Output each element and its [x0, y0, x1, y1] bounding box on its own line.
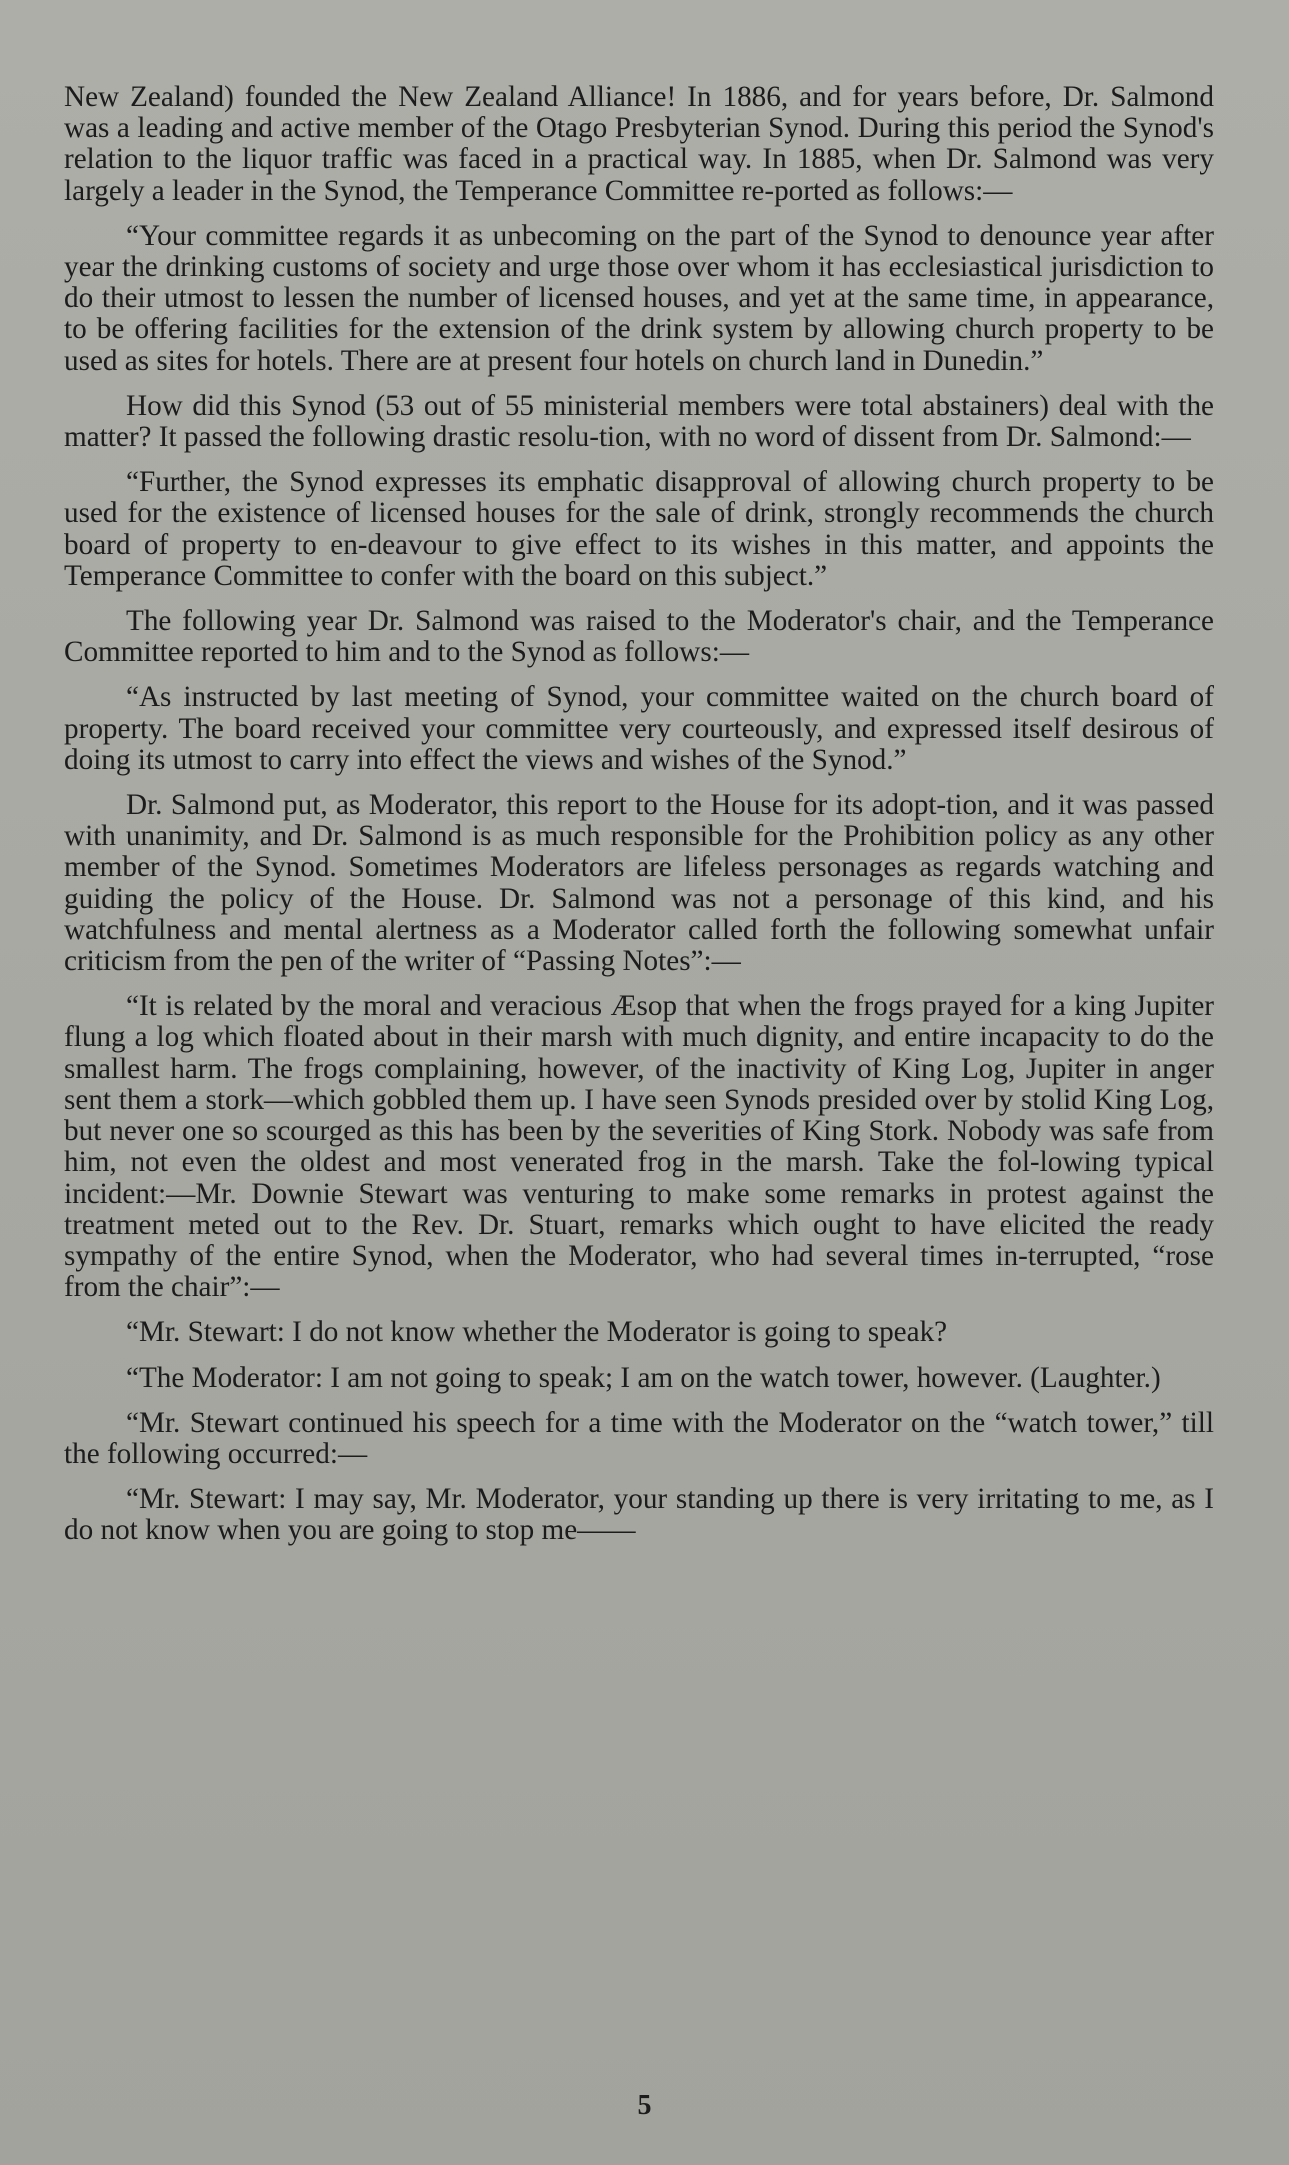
paragraph-5: The following year Dr. Salmond was raised to the Moderator's chair, and the Temperance Committee reported to him and to the Synod as follows:— [64, 605, 1214, 669]
paragraph-4: “Further, the Synod expresses its emphatic disapproval of allowing church property to be used for the existence of licensed houses for the sale of drink, strongly recommends the church board of property to en-deavour to give effect to its wishes in this matter, and appoints the Temperance Committee to confer with the board on this subject.” [64, 466, 1214, 592]
paragraph-8: “It is related by the moral and veracious Æsop that when the frogs prayed for a king Jupiter flung a log which floated about in their marsh with much dignity, and entire incapacity to do the smallest harm. The frogs complaining, however, of the inactivity of King Log, Jupiter in anger sent them a stork—which gobbled them up. I have seen Synods presided over by stolid King Log, but never one so scourged as this has been by the severities of King Stork. Nobody was safe from him, not even the oldest and most venerated frog in the marsh. Take the fol-lowing typical incident:—Mr. Downie Stewart was venturing to make some remarks in protest against the treatment meted out to the Rev. Dr. Stuart, remarks which ought to have elicited the ready sympathy of the entire Synod, when the Moderator, who had several times in-terrupted, “rose from the chair”:— [64, 990, 1214, 1304]
body-text [64, 82, 1214, 1547]
paragraph-9: “Mr. Stewart: I do not know whether the Moderator is going to speak? [126, 1316, 948, 1349]
paragraph-1: New Zealand) founded the New Zealand Alliance! In 1886, and for years before, Dr. Salmond was a leading and active member of the Otago Presbyterian Synod. During this period the Synod's relation to the liquor traffic was faced in a practical way. In 1885, when Dr. Salmond was very largely a leader in the Synod, the Temperance Committee re-ported as follows:— [64, 81, 1214, 207]
paragraph-12: “Mr. Stewart: I may say, Mr. Moderator, your standing up there is very irritating to me, as I do not know when you are going to stop me—— [64, 1483, 1214, 1547]
paragraph-3: How did this Synod (53 out of 55 ministerial members were total abstainers) deal with the matter? It passed the following drastic resolu-tion, with no word of dissent from Dr. Salmond:— [64, 389, 1214, 454]
paragraph-11: “Mr. Stewart continued his speech for a time with the Moderator on the “watch tower,” till the following occurred:— [64, 1406, 1214, 1470]
paragraph-6: “As instructed by last meeting of Synod, your committee waited on the church board of property. The board received your committee very courteously, and expressed itself desirous of doing its utmost to carry into effect the views and wishes of the Synod.” [64, 681, 1214, 776]
paragraph-2: “Your committee regards it as unbecoming on the part of the Synod to denounce year after year the drinking customs of society and urge those over whom it has ecclesiastical jurisdiction to do their utmost to lessen the number of licensed houses, and yet at the same time, in appearance, to be offering facilities for the extension of the drink system by allowing church property to be used as sites for hotels. There are at present four hotels on church land in Dunedin.” [64, 219, 1214, 377]
paragraph-7: Dr. Salmond put, as Moderator, this report to the House for its adopt-tion, and it was passed with unanimity, and Dr. Salmond is as much responsible for the Prohibition policy as any other member of the Synod. Sometimes Moderators are lifeless personages as regards watching and guiding the policy of the House. Dr. Salmond was not a personage of this kind, and his watchfulness and mental alertness as a Moderator called forth the following somewhat unfair criticism from the pen of the writer of “Passing Notes”:— [64, 789, 1214, 978]
page-number: 5 [637, 2090, 652, 2121]
paragraph-10: “The Moderator: I am not going to speak; I am on the watch tower, however. (Laughter.) [126, 1361, 1161, 1394]
